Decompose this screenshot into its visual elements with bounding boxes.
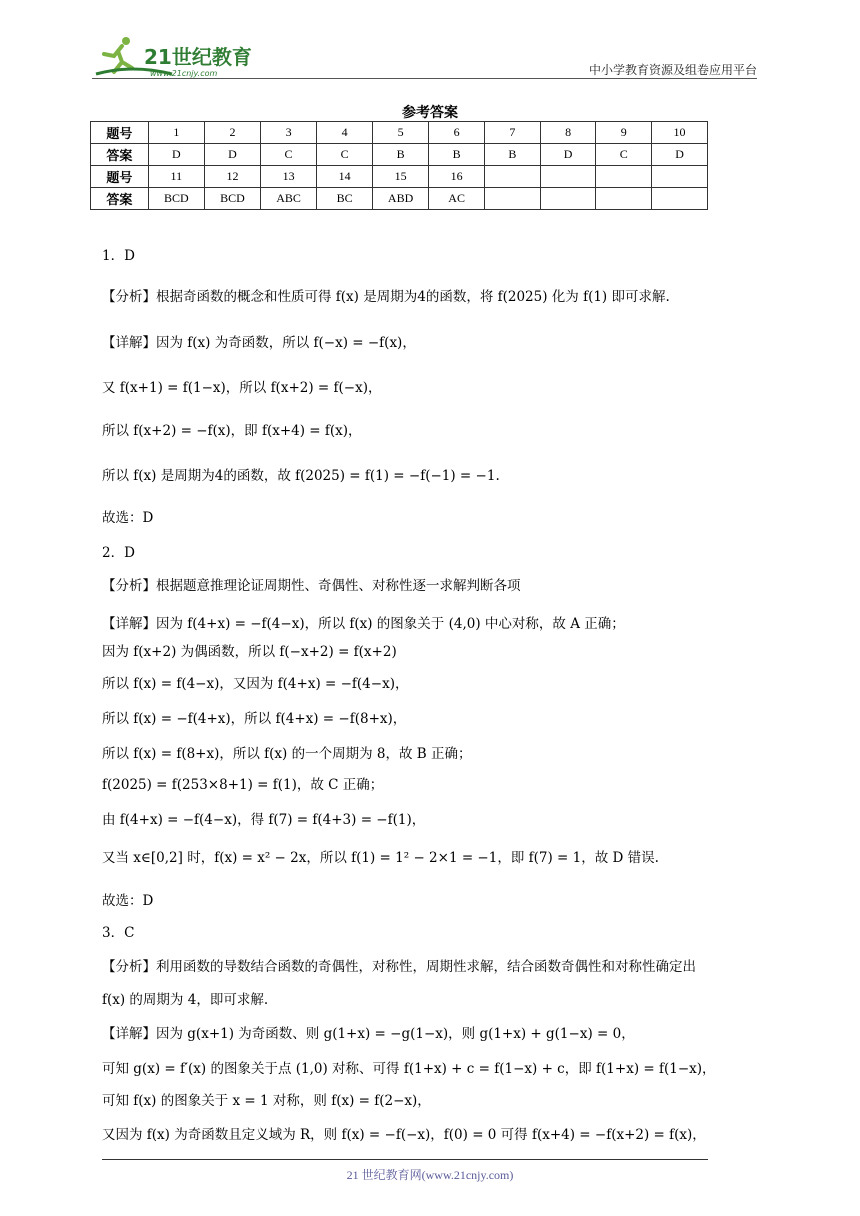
table-cell: 4 [317,122,373,144]
table-cell: BCD [204,188,260,210]
text-line: 可知 f(x) 的图象关于 x = 1 对称，则 f(x) = f(2−x)， [102,1093,431,1109]
table-cell: 16 [429,166,485,188]
table-cell [596,166,652,188]
text-line: 所以 f(x) = f(4−x)，又因为 f(4+x) = −f(4−x)， [102,676,409,692]
table-row [91,122,708,144]
text-line: 可知 g(x) = f′(x) 的图象关于点 (1,0) 对称、可得 f(1+x) + c = f(1−x) + c，即 f(1+x) = f(1−x)， [102,1061,716,1077]
page-header [92,30,757,78]
text-line: 2．D [102,545,135,561]
table-cell: 12 [204,166,260,188]
text-line: 由 f(4+x) = −f(4−x)，得 f(7) = f(4+3) = −f(1)， [102,812,426,828]
text-line: 【详解】因为 g(x+1) 为奇函数、则 g(1+x) = −g(1−x)，则 g(1+x) + g(1−x) = 0， [102,1026,635,1042]
text-line: 所以 f(x) = f(8+x)，所以 f(x) 的一个周期为 8，故 B 正确； [102,746,472,762]
table-cell: 6 [429,122,485,144]
table-cell: 11 [148,166,204,188]
text-line: 【详解】因为 f(x) 为奇函数，所以 f(−x) = −f(x)， [102,335,416,351]
text-line: 所以 f(x) = −f(4+x)，所以 f(4+x) = −f(8+x)， [102,711,407,727]
table-cell [652,166,708,188]
table-cell: AC [429,188,485,210]
table-cell: D [204,144,260,166]
table-cell: D [540,144,596,166]
table-cell: B [429,144,485,166]
text-line: 故选：D [102,893,154,909]
table-cell: 13 [261,166,317,188]
table-row-label: 题号 [91,122,149,144]
text-line: f(2025) = f(253×8+1) = f(1)，故 C 正确； [102,777,384,793]
table-cell: D [148,144,204,166]
table-row [91,188,708,210]
platform-name: 中小学教育资源及组卷应用平台 [588,63,757,77]
text-line: 3．C [102,925,135,941]
text-line: 【分析】利用函数的导数结合函数的奇偶性，对称性，周期性求解，结合函数奇偶性和对称性确定出 [102,959,696,975]
table-cell: 5 [373,122,429,144]
table-row [91,166,708,188]
text-line: 所以 f(x) 是周期为4的函数，故 f(2025) = f(1) = −f(−1) = −1. [102,468,500,484]
table-cell [652,188,708,210]
table-cell: ABC [261,188,317,210]
text-line: 【分析】根据奇函数的概念和性质可得 f(x) 是周期为4的函数，将 f(2025) 化为 f(1) 即可求解. [102,289,670,305]
table-row-label: 答案 [91,188,149,210]
table-cell: BC [317,188,373,210]
table-cell [485,166,541,188]
table-cell: 7 [485,122,541,144]
text-line: 又 f(x+1) = f(1−x)，所以 f(x+2) = f(−x)， [102,380,382,396]
table-cell: 2 [204,122,260,144]
table-cell: BCD [148,188,204,210]
table-cell [540,166,596,188]
text-line: 又当 x∈[0,2] 时，f(x) = x² − 2x，所以 f(1) = 1² − 2×1 = −1，即 f(7) = 1，故 D 错误. [102,850,659,866]
table-cell: 15 [373,166,429,188]
table-row [91,144,708,166]
text-line: 【详解】因为 f(4+x) = −f(4−x)，所以 f(x) 的图象关于 (4,0) 中心对称，故 A 正确； [102,616,625,632]
table-cell [540,188,596,210]
table-cell: 10 [652,122,708,144]
answer-table-title: 参考答案 [402,105,458,121]
text-line: 1．D [102,248,135,264]
svg-text:www.21cnjy.com: www.21cnjy.com [150,69,218,78]
table-cell: C [317,144,373,166]
table-row-label: 题号 [91,166,149,188]
text-line: 又因为 f(x) 为奇函数且定义域为 R，则 f(x) = −f(−x)，f(0) = 0 可得 f(x+4) = −f(x+2) = f(x)， [102,1127,706,1143]
footer-divider [102,1159,708,1160]
svg-text:21世纪教育: 21世纪教育 [144,45,252,69]
table-cell: B [373,144,429,166]
table-cell: 14 [317,166,373,188]
table-cell: ABD [373,188,429,210]
text-line: 因为 f(x+2) 为偶函数，所以 f(−x+2) = f(x+2) [102,644,397,660]
table-cell: B [485,144,541,166]
logo-21cnjy [92,34,262,78]
table-row-label: 答案 [91,144,149,166]
table-cell: 1 [148,122,204,144]
text-line: 【分析】根据题意推理论证周期性、奇偶性、对称性逐一求解判断各项 [102,578,521,594]
table-cell: C [261,144,317,166]
header-divider [92,78,757,79]
footer-source: 21 世纪教育网(www.21cnjy.com) [346,1168,514,1182]
table-cell: 8 [540,122,596,144]
table-cell [485,188,541,210]
table-cell: 3 [261,122,317,144]
table-cell: 9 [596,122,652,144]
text-line: 故选：D [102,510,154,526]
table-cell: C [596,144,652,166]
text-line: 所以 f(x+2) = −f(x)，即 f(x+4) = f(x)， [102,423,362,439]
table-cell [596,188,652,210]
text-line: f(x) 的周期为 4，即可求解. [102,992,269,1008]
table-cell: D [652,144,708,166]
answer-table [90,121,708,210]
